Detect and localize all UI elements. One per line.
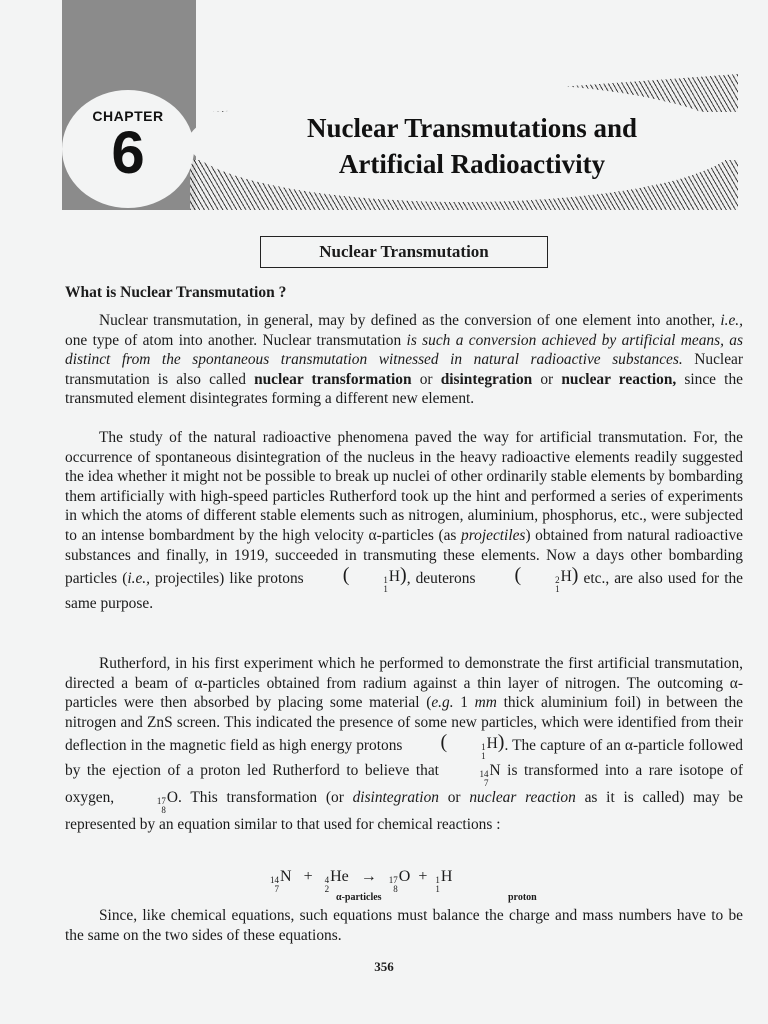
chapter-badge xyxy=(62,90,194,208)
section-heading: Nuclear Transmutation xyxy=(260,236,548,268)
proton-symbol-2: ( 1 1 H) xyxy=(440,731,505,762)
chapter-label: CHAPTER xyxy=(92,108,164,124)
nuclear-equation: 14 7 N + 4 2 He → 17 8 O + 1 1 H α-particles proton xyxy=(270,868,537,903)
question-heading: What is Nuclear Transmutation ? xyxy=(65,284,287,301)
chapter-title-line1: Nuclear Transmutations and xyxy=(306,113,638,143)
chapter-title xyxy=(212,110,732,182)
paragraph-1: Nuclear transmutation, in general, may by defined as the conversion of one element into another, i.e., one type of atom into another. Nuclear transmutation is such a conversion achieved by artificial means, as distinct from the spontaneous transmutation witnessed in natural radioactive substances. Nuclear transmutation is also called nuclear transformation or disintegration or nuclear reaction, since the transmuted element disintegrates forming a different new element. xyxy=(65,312,743,408)
alpha-label: α-particles xyxy=(336,892,382,903)
page-number: 356 xyxy=(374,959,394,974)
paragraph-4: Since, like chemical equations, such equations must balance the charge and mass numbers have to be the same on the two sides of these equations. xyxy=(65,907,743,944)
chapter-number: 6 xyxy=(111,119,145,186)
nitrogen-iso: 14 7 xyxy=(479,769,489,789)
deuteron-symbol: ( 2 1 H) xyxy=(514,564,579,595)
paragraph-2: The study of the natural radioactive phenomena paved the way for artificial transmutation. For, the occurrence of spontaneous disintegration of the nucleus in the heavy radioactive elements readily suggested the idea whether it might not be possible to break up nuclei of other ordinarily stable elements by bombarding them artificially with high-speed particles Rutherford took up the hint and performed a series of experiments in which the atoms of different stable elements such as nitrogen, aluminium, phosphorus, etc., were subjected to an intense bombardment by the high velocity α-particles (as projectiles) obtained from natural radioactive substances and finally, in 1919, succeeded in transmuting these elements. Now a days other bombarding particles (i.e., projectiles) like protons ( 1 1 H), deuterons ( 2 1 H) etc., are also used for the same purpose. xyxy=(65,429,744,613)
chapter-title-line2: Artificial Radioactivity xyxy=(338,149,606,179)
proton-label: proton xyxy=(508,892,537,903)
oxygen-iso: 17 8 xyxy=(156,796,166,816)
paragraph-3: Rutherford, in his first experiment which he performed to demonstrate the first artificial transmutation, directed a beam of α-particles obtained from radium against a thin layer of nitrogen. The outcoming α-particles were then absorbed by placing some material (e.g. 1 mm thick aluminium foil) in between the nitrogen and ZnS screen. This indicated the presence of some new particles, which were identified from their deflection in the magnetic field as high energy protons ( 1 1 H). The capture of an α-particle followed by the ejection of a proton led Rutherford to believe that 14 7 N is transformed into a rare isotope of oxygen, 17 8 O. This transformation (or disintegration or nuclear reaction as it is called) may be represented by an equation similar to that used for chemical reactions : xyxy=(65,655,744,834)
proton-symbol: ( 1 1 H) xyxy=(342,564,407,595)
chapter-header xyxy=(0,0,768,215)
